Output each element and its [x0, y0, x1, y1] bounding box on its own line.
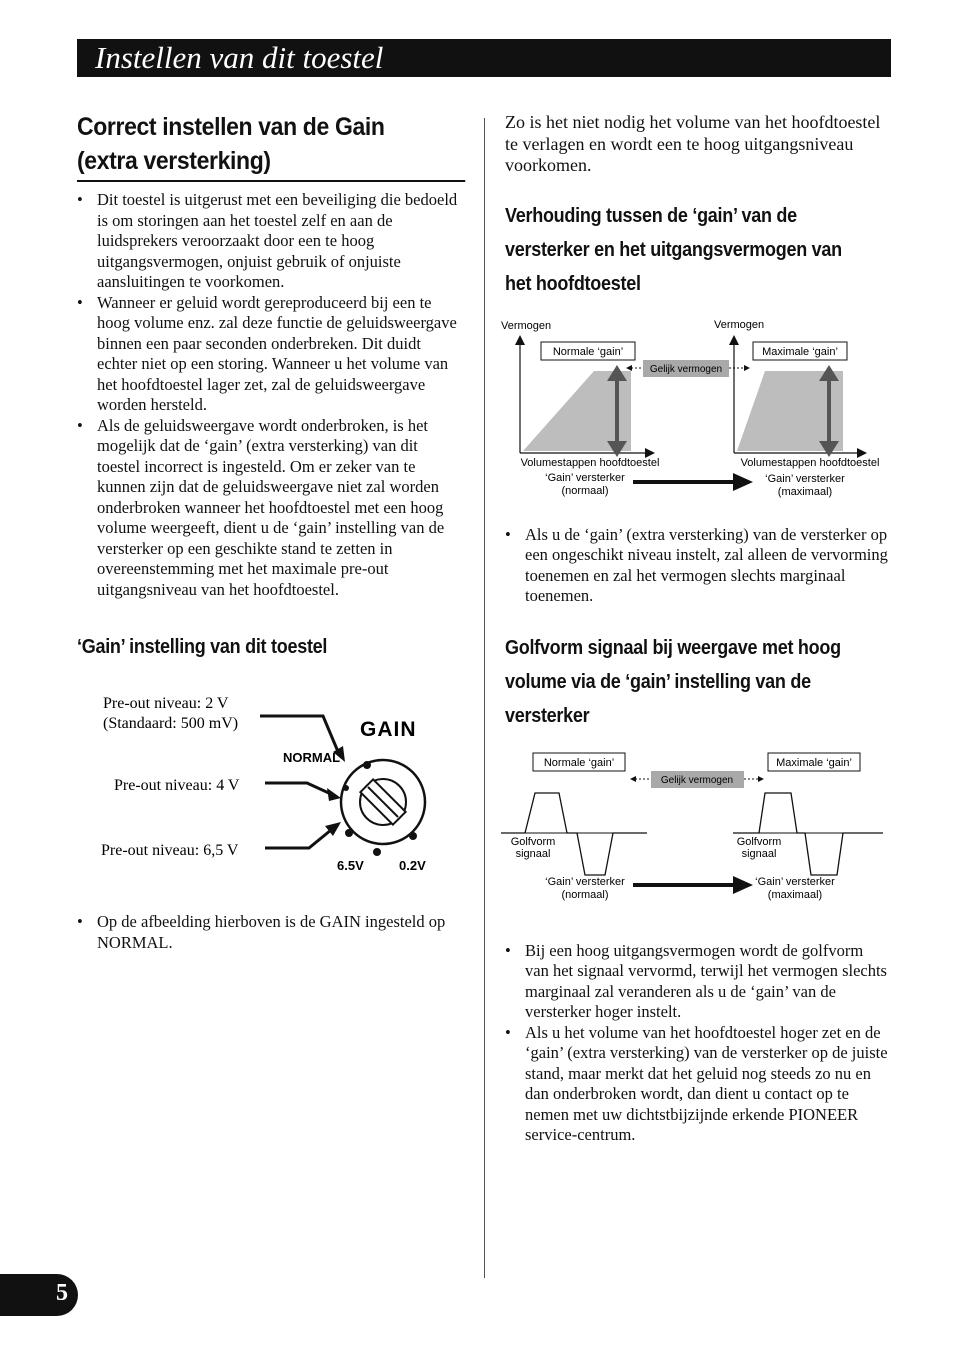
x-label-right: Volumestappen hoofdtoestel: [740, 456, 880, 469]
gain-normal-sub: (normaal): [561, 484, 609, 497]
gain-knob-diagram: [77, 682, 465, 882]
waveform-max: [733, 793, 883, 875]
equal-power-label-2: Gelijk vermogen: [660, 774, 734, 786]
gain-max-label: ‘Gain’ versterker: [765, 472, 845, 485]
arrow-2v: [260, 716, 339, 754]
note-bullets: [77, 912, 465, 953]
gain-knob: [341, 760, 425, 856]
waveform-normal-label: Golfvorm: [510, 835, 556, 848]
gain-normal-sub-2: (normaal): [561, 888, 609, 901]
gain-max-sub: (maximaal): [777, 485, 833, 498]
y-label-left: Vermogen: [501, 319, 552, 332]
x-label-left: Volumestappen hoofdtoestel: [520, 456, 660, 469]
gain-normal-label-2: ‘Gain’ versterker: [545, 875, 625, 888]
arrow-4v: [265, 783, 331, 794]
list-item: • Als u de ‘gain’ (extra versterking) van de versterker op een ongeschikt niveau instelt, zal alleen de vervorming toenemen en zal het vermogen slechts marginaal toenemen.: [505, 525, 890, 607]
mid-bullets: [505, 525, 890, 607]
header-title: Instellen van dit toestel: [95, 40, 384, 75]
box-max-gain-2: Maximale ‘gain’: [776, 756, 852, 769]
label-2v-default: (Standaard: 500 mV): [103, 715, 239, 732]
knob-normal-label: NORMAL: [283, 750, 341, 765]
y-label-right: Vermogen: [714, 318, 765, 331]
right-column: [501, 112, 890, 1146]
list-item: • Wanneer er geluid wordt gereproduceerd bij een te hoog volume enz. zal deze functie de geluidsweergave binnen een paar seconden onderbreken. Dit duidt echter niet op een storing. Wanneer u het volume van het hoofdtoestel lager zet, zal de geluidsweergave worden hersteld.: [77, 293, 465, 416]
left-column: [77, 110, 465, 953]
list-item: • Dit toestel is uitgerust met een beveiliging die bedoeld is om storingen aan het toestel zelf en aan de luidsprekers veroorzaakt door een te hoog uitgangsvermogen, onjuist gebruik of onjuiste aansluitingen te voorkomen.: [77, 190, 465, 293]
power-area-left: [523, 371, 631, 451]
box-normal-gain: Normale ‘gain’: [552, 345, 624, 358]
list-item: • Als u het volume van het hoofdtoestel hoger zet en de ‘gain’ (extra versterking) van de versterker op de juiste stand, maar merkt dat het geluid nog steeds zo nu en dan onderbroken wordt, dan dient u contact op te nemen met uw dichtstbijzijnde erkende PIONEER service-centrum.: [505, 1023, 890, 1146]
waveform-max-sub: signaal: [741, 847, 777, 860]
label-2v: Pre-out niveau: 2 V: [103, 695, 229, 712]
heading-gain-power: Verhouding tussen de ‘gain’ van de versterker en het uitgangsvermogen van het hoofdtoestel: [505, 204, 842, 295]
box-max-gain: Maximale ‘gain’: [762, 345, 838, 358]
box-normal-gain-2: Normale ‘gain’: [543, 756, 615, 769]
end-bullets: [505, 941, 890, 1146]
gain-max-label-2: ‘Gain’ versterker: [755, 875, 835, 888]
knob-max-label: 0.2V: [399, 858, 426, 873]
section-title: Correct instellen van de Gain (extra versterking): [77, 110, 465, 182]
gain-normal-label: ‘Gain’ versterker: [545, 471, 625, 484]
gain-max-sub-2: (maximaal): [767, 888, 823, 901]
label-65v: Pre-out niveau: 6,5 V: [101, 842, 239, 859]
label-4v: Pre-out niveau: 4 V: [114, 777, 240, 794]
arrow-4v-head: [327, 788, 341, 801]
intro-paragraph: Zo is het niet nodig het volume van het hoofdtoestel te verlagen en wordt een te hoog uitgangsniveau voorkomen.: [505, 112, 881, 175]
arrow-65v: [265, 830, 331, 848]
knob-title: GAIN: [360, 718, 417, 741]
gain-power-graph: [501, 315, 887, 505]
waveform-max-label: Golfvorm: [736, 835, 782, 848]
page-number-tab: [0, 1274, 78, 1316]
waveform-graph: [501, 749, 887, 909]
equal-power-label: Gelijk vermogen: [649, 363, 723, 375]
gain-heading: ‘Gain’ instelling van dit toestel: [77, 636, 328, 658]
list-item: • Als de geluidsweergave wordt onderbroken, is het mogelijk dat de ‘gain’ (extra versterking) van dit toestel incorrect is ingesteld. Om er zeker van te kunnen zijn dat de geluidsweergave niet zal worden onderbroken wanneer het hoofdtoestel met een hoog volume weergeeft, dient u de ‘gain’ instelling van de versterker op een geschikte stand te zetten in overeenstemming met het maximale pre-out uitgangsniveau van het hoofdtoestel.: [77, 416, 465, 601]
knob-min-label: 6.5V: [337, 858, 364, 873]
list-item: • Op de afbeelding hierboven is de GAIN ingesteld op NORMAL.: [77, 912, 465, 953]
waveform-normal: [501, 793, 647, 875]
intro-bullets: [77, 190, 465, 600]
heading-waveform: Golfvorm signaal bij weergave met hoog volume via de ‘gain’ instelling van de versterker: [505, 636, 841, 727]
list-item: • Bij een hoog uitgangsvermogen wordt de golfvorm van het signaal vervormd, terwijl het vermogen slechts marginaal zal veranderen als u de ‘gain’ van de versterker hoger instelt.: [505, 941, 890, 1023]
waveform-normal-sub: signaal: [515, 847, 551, 860]
column-divider: [484, 118, 485, 1278]
page-header: [77, 39, 891, 77]
page-number: 5: [56, 1280, 68, 1306]
